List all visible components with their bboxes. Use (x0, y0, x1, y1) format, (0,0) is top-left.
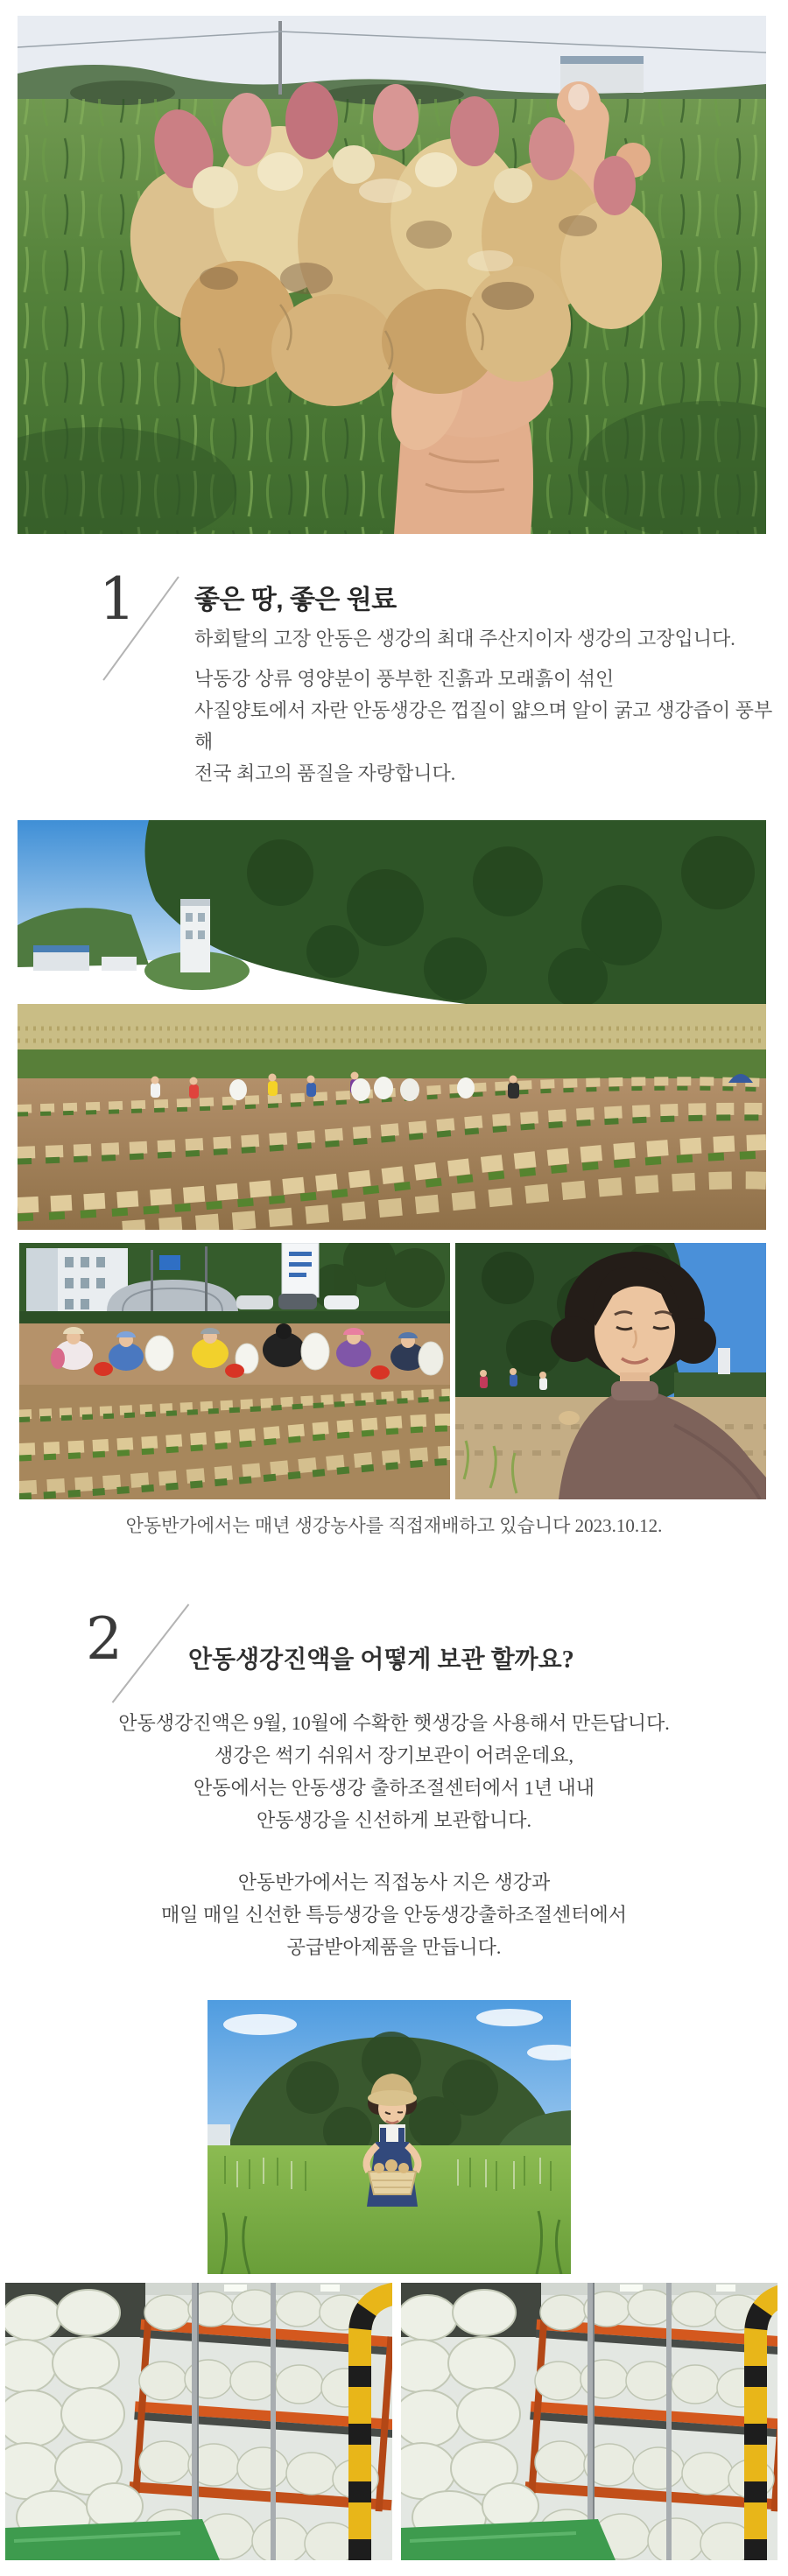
section1-title: 좋은 땅, 좋은 원료 (194, 586, 397, 614)
section1-body (194, 623, 788, 790)
gallery-caption: 안동반가에서는 매년 생강농사를 직접재배하고 있습니다 2023.10.12. (125, 1515, 663, 1536)
section2-para1-line: 안동생강진액은 9월, 10월에 수확한 햇생강을 사용해서 만든답니다. (118, 1712, 670, 1734)
photo-woman-with-basket (208, 2000, 571, 2274)
section2-paragraph2 (0, 1866, 788, 1963)
photo-ginger-field-harvest (18, 820, 766, 1230)
section2-paragraph1 (0, 1707, 788, 1836)
section1-body-line: 낙동강 상류 영양분이 풍부한 진흙과 모래흙이 섞인 (194, 668, 615, 690)
photo-storage-warehouse-left (5, 2283, 392, 2560)
section2-para2-line: 매일 매일 신선한 특등생강을 안동생강출하조절센터에서 (160, 1904, 628, 1926)
section2-slash-divider (112, 1604, 190, 1702)
photo-ginger-in-hand (18, 16, 766, 534)
photo-farmer-selfie (455, 1243, 766, 1499)
section2-para1-line: 안동생강을 신선하게 보관합니다. (256, 1809, 532, 1831)
section2-para2-line: 공급받아제품을 만듭니다. (286, 1936, 502, 1958)
section1-body-line: 전국 최고의 품질을 자랑합니다. (194, 762, 456, 784)
section2-title: 안동생강진액을 어떻게 보관 할까요? (188, 1646, 574, 1674)
section2-para1-line: 생강은 썩기 쉬워서 장기보관이 어려운데요, (214, 1744, 574, 1766)
section1-number: 1 (99, 565, 136, 633)
photo-field-workers (19, 1243, 450, 1499)
section2-number: 2 (86, 1605, 123, 1673)
section2-para2-line: 안동반가에서는 직접농사 지은 생강과 (237, 1871, 551, 1893)
section1-body-line: 사질양토에서 자란 안동생강은 껍질이 얇으며 알이 굵고 생강즙이 풍부해 (194, 699, 773, 753)
photo-storage-warehouse-right (401, 2283, 777, 2560)
section1-body-line: 하회탈의 고장 안동은 생강의 최대 주산지이자 생강의 고장입니다. (194, 628, 735, 649)
section2-para1-line: 안동에서는 안동생강 출하조절센터에서 1년 내내 (193, 1777, 595, 1799)
